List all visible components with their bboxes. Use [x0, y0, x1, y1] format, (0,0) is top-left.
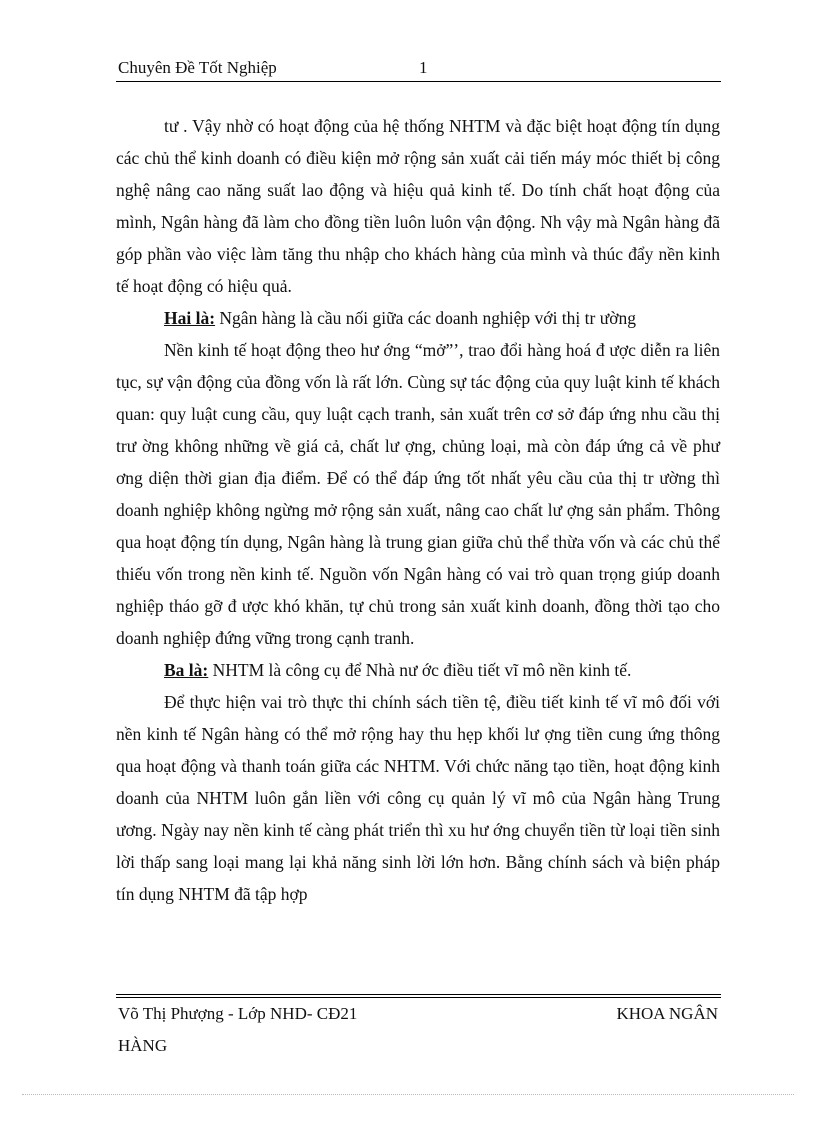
- footer-department-continued: HÀNG: [118, 1036, 168, 1055]
- paragraph-2-text: Nền kinh tế hoạt động theo hư ớng “mở”’, trao đổi hàng hoá đ ược diễn ra liên tục, sự vận động của đồng vốn là rất lớn. Cùng sự tác động của quy luật kinh tế khách quan: quy luật cung cầu, quy luật cạch tranh, sản xuất trên cơ sở đáp ứng nhu cầu thị trư ờng không những về giá cả, chất lư ợng, chủng loại, mà còn đáp ứng cả về phư ơng diện thời gian địa điểm. Để có thể đáp ứng tốt nhất yêu cầu của thị tr ường thì doanh nghiệp không ngừng mở rộng sản xuất, nâng cao chất lư ợng sản phẩm. Thông qua hoạt động tín dụng, Ngân hàng là trung gian giữa chủ thể thừa vốn và các chủ thể thiếu vốn trong nền kinh tế. Nguồn vốn Ngân hàng có vai trò quan trọng giúp doanh nghiệp tháo gỡ đ ược khó khăn, tự chủ trong sản xuất kinh doanh, đồng thời tạo cho doanh nghiệp đứng vững trong cạnh tranh.: [116, 340, 720, 648]
- document-body: [116, 110, 720, 910]
- paragraph-1-text: tư . Vậy nhờ có hoạt động của hệ thống NHTM và đặc biệt hoạt động tín dụng các chủ thể kinh doanh có điều kiện mở rộng sản xuất cải tiến máy móc thiết bị công nghệ nâng cao năng suất lao động và hiệu quả kinh tế. Do tính chất hoạt động của mình, Ngân hàng đã làm cho đồng tiền luôn luôn vận động. Nh vậy mà Ngân hàng đã góp phần vào việc làm tăng thu nhập cho khách hàng của mình và thúc đẩy nền kinh tế hoạt động có hiệu quả.: [116, 116, 720, 296]
- header-divider: [116, 81, 721, 82]
- footer-author: Võ Thị Phượng - Lớp NHD- CĐ21: [118, 1004, 358, 1023]
- heading-ba-la: [116, 654, 720, 686]
- heading-lead-ba-la: Ba là:: [164, 660, 209, 680]
- paragraph-1: [116, 110, 720, 302]
- heading-text-ba-la: NHTM là công cụ để Nhà nư ớc điều tiết vĩ mô nền kinh tế.: [208, 660, 632, 680]
- heading-text-hai-la: Ngân hàng là cầu nối giữa các doanh nghiệp với thị tr ường: [215, 308, 636, 328]
- heading-lead-hai-la: Hai là:: [164, 308, 216, 328]
- header-title: Chuyên Đề Tốt Nghiệp: [118, 58, 277, 77]
- paragraph-3: [116, 686, 720, 910]
- paragraph-2: [116, 334, 720, 654]
- page-header: [118, 58, 720, 80]
- heading-hai-la: [116, 302, 720, 334]
- footer-divider: [116, 994, 721, 995]
- footer-department: KHOA NGÂN: [616, 1004, 718, 1023]
- paragraph-3-text: Để thực hiện vai trò thực thi chính sách tiền tệ, điều tiết kinh tế vĩ mô đối với nền kinh tế Ngân hàng có thể mở rộng hay thu hẹp khối lư ợng tiền cung ứng thông qua hoạt động và thanh toán giữa các NHTM. Với chức năng tạo tiền, hoạt động kinh doanh của NHTM luôn gắn liền với công cụ quản lý vĩ mô của Ngân hàng Trung ương. Ngày nay nền kinh tế càng phát triển thì xu hư ớng chuyển tiền từ loại tiền sinh lời thấp sang loại mang lại khả năng sinh lời lớn hơn. Bằng chính sách và biện pháp tín dụng NHTM đã tập hợp: [116, 692, 720, 904]
- page-bottom-edge: [22, 1094, 794, 1095]
- page-number: 1: [419, 58, 428, 77]
